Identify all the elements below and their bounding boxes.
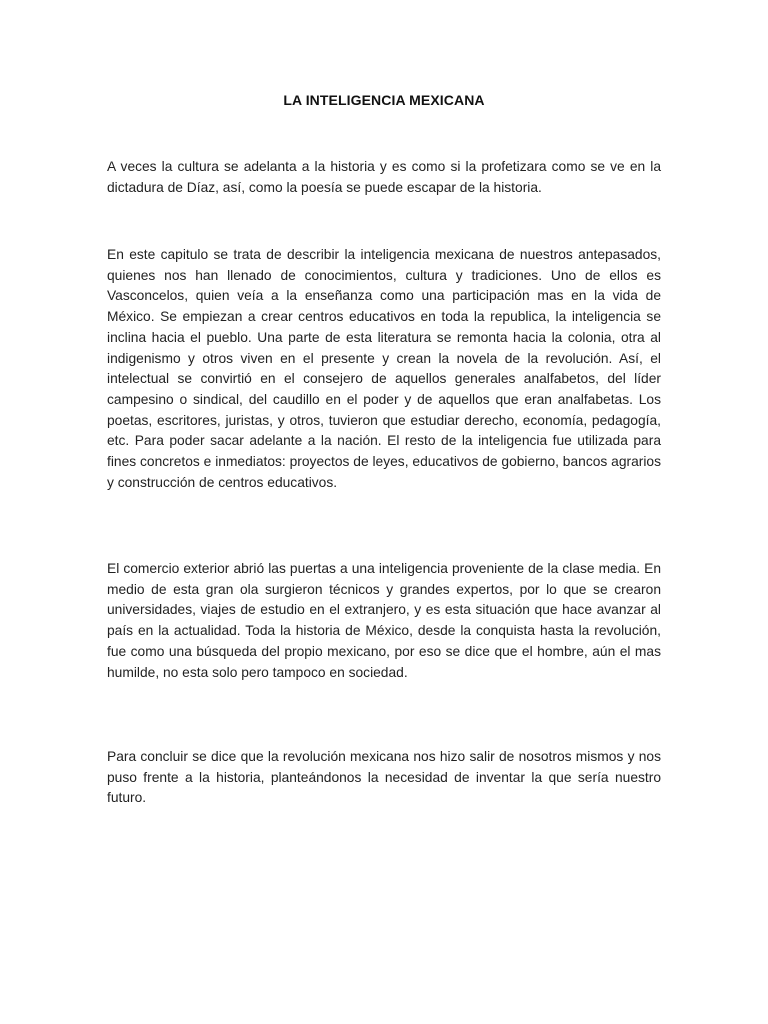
paragraph-4: Para concluir se dice que la revolución mexicana nos hizo salir de nosotros mismos y nos puso frente a la historia, planteándonos la necesidad de inventar la que sería nuestro futuro. (107, 749, 661, 806)
paragraph-3: El comercio exterior abrió las puertas a una inteligencia proveniente de la clase media. En medio de esta gran ola surgieron técnicos y grandes expertos, por lo que se crearon universidades, viajes de estudio en el extranjero, y es esta situación que hace avanzar al país en la actualidad. Toda la historia de México, desde la conquista hasta la revolución, fue como una búsqueda del propio mexicano, por eso se dice que el hombre, aún el mas humilde, no esta solo pero tampoco en sociedad. (107, 561, 661, 680)
document-title: LA INTELIGENCIA MEXICANA (283, 92, 485, 108)
paragraph-1: A veces la cultura se adelanta a la historia y es como si la profetizara como se ve en la dictadura de Díaz, así, como la poesía se puede escapar de la historia. (107, 159, 661, 195)
paragraph-2: En este capitulo se trata de describir la inteligencia mexicana de nuestros antepasados, quienes nos han llenado de conocimientos, cultura y tradiciones. Uno de ellos es Vasconcelos, quien veía a la enseñanza como una participación mas en la vida de México. Se empiezan a crear centros educativos en toda la republica, la inteligencia se inclina hacia el pueblo. Una parte de esta literatura se remonta hacia la colonia, otra al indigenismo y otros viven en el presente y crean la novela de la revolución. Así, el intelectual se convirtió en el consejero de aquellos generales analfabetos, del líder campesino o sindical, del caudillo en el poder y de aquellos que eran analfabetas. Los poetas, escritores, juristas, y otros, tuvieron que estudiar derecho, economía, pedagogía, etc. Para poder sacar adelante a la nación. El resto de la inteligencia fue utilizada para fines concretos e inmediatos: proyectos de leyes, educativos de gobierno, bancos agrarios y construcción de centros educativos. (107, 247, 661, 490)
